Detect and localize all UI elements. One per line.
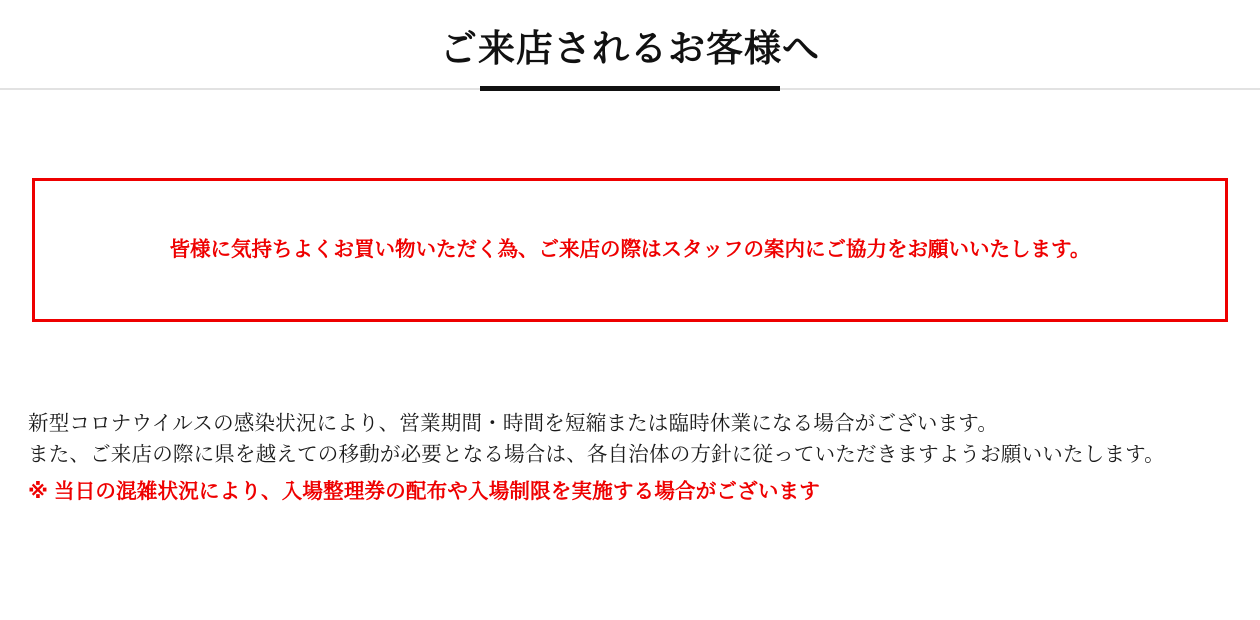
- notice-box: [32, 178, 1228, 322]
- page-header: [0, 0, 1260, 72]
- body-paragraph-2: また、ご来店の際に県を越えての移動が必要となる場合は、各自治体の方針に従っていただきますようお願いいたします。: [28, 443, 1165, 467]
- body-paragraph-1: 新型コロナウイルスの感染状況により、営業期間・時間を短縮または臨時休業になる場合がございます。: [28, 412, 999, 435]
- body-paragraph-3: ※ 当日の混雑状況により、入場整理券の配布や入場制限を実施する場合がございます: [28, 479, 820, 503]
- page-title: ご来店されるお客様へ: [440, 28, 820, 69]
- body-text-block: [28, 408, 1228, 507]
- notice-text: 皆様に気持ちよくお買い物いただく為、ご来店の際はスタッフの案内にご協力をお願いいたします。: [169, 237, 1091, 261]
- title-underline-accent: [480, 86, 780, 91]
